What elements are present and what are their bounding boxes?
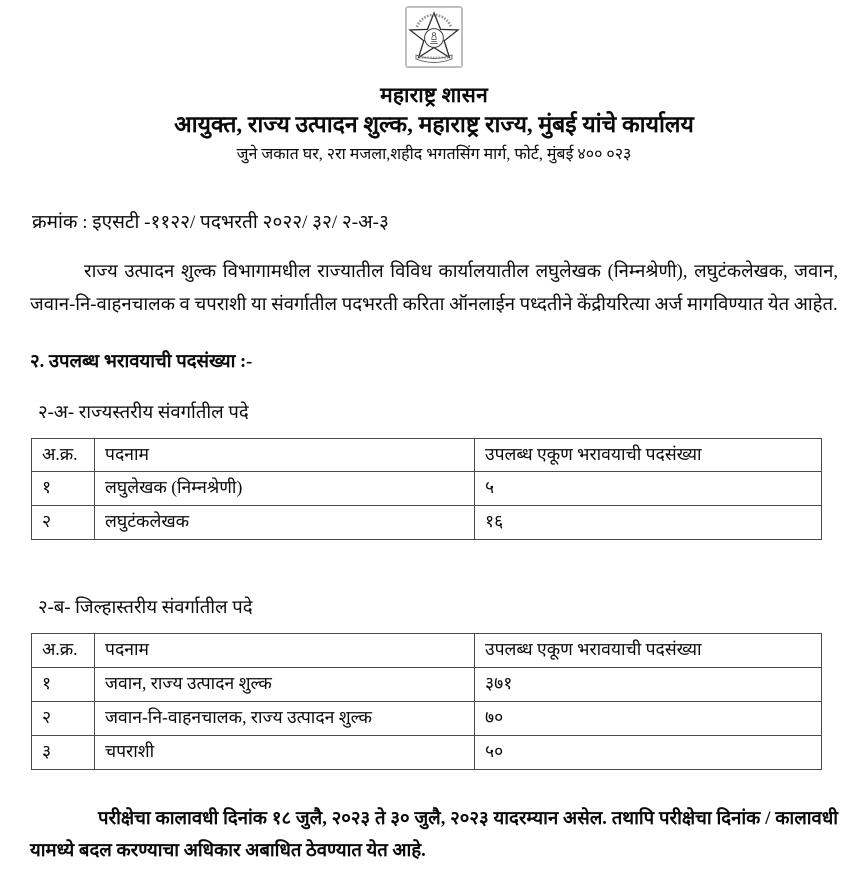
section-heading-vacancies: २. उपलब्ध भरावयाची पदसंख्या :-	[30, 351, 253, 372]
table-header-row	[32, 634, 822, 668]
district-level-posts-table	[31, 633, 822, 770]
cell-vacancy-count: ३७१	[475, 668, 822, 702]
office-name: आयुक्त, राज्य उत्पादन शुल्क, महाराष्ट्र राज्य, मुंबई यांचे कार्यालय	[174, 112, 694, 138]
intro-paragraph-text: राज्य उत्पादन शुल्क विभागामधील राज्यातील विविध कार्यालयातील लघुलेखक (निम्नश्रेणी), लघुटंकलेखक, जवान, जवान-नि-वाहनचालक व चपराशी या संवर्गातील पदभरती करिता ऑनलाईन पध्दतीने केंद्रीयरित्या अर्ज मागविण्यात येत आहेत.	[30, 261, 838, 315]
cell-vacancy-count: ५	[475, 472, 822, 506]
cell-vacancy-count: ७०	[475, 701, 822, 735]
column-header-sr-no: अ.क्र.	[32, 438, 95, 472]
cell-vacancy-count: ५०	[475, 735, 822, 769]
table-spacer	[30, 540, 838, 568]
reference-number: क्रमांक : इएसटी -११२२/ पदभरती २०२२/ ३२/ २-अ-३	[32, 211, 389, 233]
column-header-total-vacancies: उपलब्ध एकूण भरावयाची पदसंख्या	[475, 634, 822, 668]
state-emblem-icon	[405, 6, 463, 68]
cell-post-name: चपराशी	[95, 735, 475, 769]
cell-sr-no: २	[32, 701, 95, 735]
intro-paragraph	[30, 256, 838, 322]
cell-vacancy-count: १६	[475, 506, 822, 540]
subheading-state-level: २-अ- राज्यस्तरीय संवर्गातील पदे	[38, 402, 249, 423]
table-row	[32, 506, 822, 540]
table-row	[32, 668, 822, 702]
exam-schedule-note	[30, 804, 838, 868]
document-header	[30, 82, 838, 166]
table-header-row	[32, 438, 822, 472]
column-header-post-name: पदनाम	[95, 438, 475, 472]
subheading-district-level: २-ब- जिल्हास्तरीय संवर्गातील पदे	[38, 598, 253, 619]
cell-sr-no: ३	[32, 735, 95, 769]
column-header-total-vacancies: उपलब्ध एकूण भरावयाची पदसंख्या	[475, 438, 822, 472]
state-level-posts-table	[31, 438, 822, 541]
table-row	[32, 472, 822, 506]
column-header-sr-no: अ.क्र.	[32, 634, 95, 668]
cell-post-name: जवान, राज्य उत्पादन शुल्क	[95, 668, 475, 702]
cell-sr-no: १	[32, 668, 95, 702]
table-row	[32, 701, 822, 735]
cell-post-name: जवान-नि-वाहनचालक, राज्य उत्पादन शुल्क	[95, 701, 475, 735]
cell-sr-no: २	[32, 506, 95, 540]
emblem-container	[30, 0, 838, 68]
table-row	[32, 735, 822, 769]
government-name: महाराष्ट्र शासन	[380, 83, 488, 107]
cell-post-name: लघुटंकलेखक	[95, 506, 475, 540]
cell-post-name: लघुलेखक (निम्नश्रेणी)	[95, 472, 475, 506]
cell-sr-no: १	[32, 472, 95, 506]
exam-schedule-note-text: परीक्षेचा कालावधी दिनांक १८ जुलै, २०२३ ते ३० जुलै, २०२३ यादरम्यान असेल. तथापि परीक्षेचा दिनांक / कालावधी यामध्ये बदल करण्याचा अधिकार अबाधित ठेवण्यात येत आहे.	[30, 808, 838, 861]
column-header-post-name: पदनाम	[95, 634, 475, 668]
office-address: जुने जकात घर, २रा मजला,शहीद भगतसिंग मार्ग, फोर्ट, मुंबई ४०० ०२३	[236, 146, 632, 164]
